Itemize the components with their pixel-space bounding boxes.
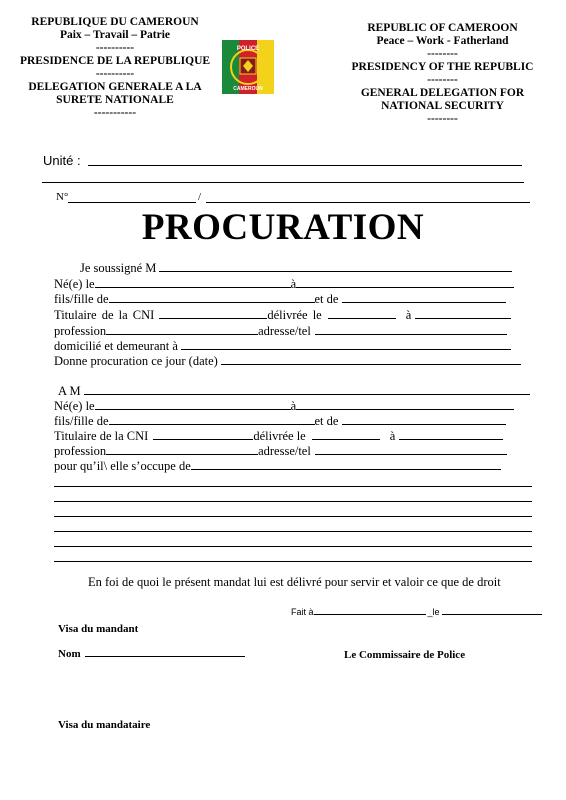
header-right-delegation: GENERAL DELEGATION FOR [360, 87, 525, 99]
nom-row [58, 646, 245, 661]
header-left [10, 16, 220, 120]
commissaire-label: Le Commissaire de Police [344, 649, 466, 661]
numero-label: N° [56, 191, 69, 203]
donne-label: Donne procuration ce jour (date) [54, 354, 218, 368]
header-right-motto: Peace – Work - Fatherland [376, 35, 509, 47]
mandataire-delivree-field[interactable] [312, 428, 380, 440]
mandant-row-donne [54, 353, 521, 368]
mandant-row-ne [54, 276, 514, 291]
fait-a-label: Fait à [291, 607, 314, 617]
header-right-presidency: PRESIDENCY OF THE REPUBLIC [351, 61, 534, 73]
delivree-label: délivrée le [253, 429, 306, 443]
occupe-label: pour qu’il\ elle s’occupe de [54, 459, 191, 473]
police-emblem-icon [220, 38, 276, 96]
mandant-row-profession [54, 323, 507, 338]
soussigne-field[interactable] [159, 260, 512, 272]
le-label: _le [427, 607, 440, 617]
fils-fille-field[interactable] [109, 291, 315, 303]
mandataire-row-am [58, 383, 530, 398]
cni-label: Titulaire de la CNI [54, 308, 155, 322]
mandataire-row-profession [54, 443, 507, 458]
fait-row [291, 605, 542, 619]
ne-a-field[interactable] [296, 276, 514, 288]
profession-label: profession [54, 324, 107, 338]
adresse-label: adresse/tel [258, 324, 311, 338]
unite-label: Unité : [43, 153, 81, 168]
blank-line[interactable] [54, 531, 532, 532]
header-right [335, 22, 550, 126]
fils-fille-label: fils/fille de [54, 292, 109, 306]
en-foi-statement: En foi de quoi le présent mandat lui est délivré pour servir et valoir ce que de droit [88, 575, 501, 589]
blank-line[interactable] [54, 501, 532, 502]
header-left-presidency: PRESIDENCE DE LA REPUBLIQUE [19, 55, 211, 67]
am-field[interactable] [84, 383, 530, 395]
a-label: à [290, 399, 297, 413]
numero-field-2[interactable] [206, 202, 530, 203]
et-de-label: et de [314, 292, 339, 306]
occupe-field[interactable] [191, 458, 501, 470]
header-left-separator: ---------- [95, 68, 135, 80]
am-label: A M [58, 384, 81, 398]
mandataire-row-fils [54, 413, 506, 428]
nom-label: Nom [58, 648, 81, 660]
mandataire-adresse-field[interactable] [315, 443, 507, 455]
page-title: PROCURATION [141, 207, 425, 248]
fait-a-field[interactable] [314, 605, 426, 615]
fils-fille-label: fils/fille de [54, 414, 109, 428]
mandant-row-cni [54, 307, 511, 322]
numero-field[interactable] [68, 202, 196, 203]
domicilie-field[interactable] [181, 338, 511, 350]
header-right-separator: -------- [427, 74, 458, 86]
mandant-row-domicile [54, 338, 511, 353]
header-left-delegation: DELEGATION GENERALE A LA [28, 81, 202, 93]
header-left-surete: SURETE NATIONALE [56, 94, 174, 106]
header-right-separator: -------- [427, 113, 458, 125]
delivree-field[interactable] [328, 307, 396, 319]
header-left-country: REPUBLIQUE DU CAMEROUN [31, 16, 199, 28]
soussigne-label: Je soussigné M [80, 261, 157, 275]
a2-label: à [389, 429, 396, 443]
a-label: à [290, 277, 297, 291]
blank-line[interactable] [54, 561, 532, 562]
profession-field[interactable] [106, 323, 258, 335]
svg-text:POLICE: POLICE [236, 46, 260, 52]
header-left-separator: ----------- [93, 107, 137, 119]
mandataire-et-de-field[interactable] [342, 413, 506, 425]
mandataire-ne-le-field[interactable] [95, 398, 291, 410]
mandant-row-fils [54, 291, 506, 306]
mandant-row-soussigne [80, 260, 512, 275]
mandataire-row-occupe [54, 458, 501, 473]
mandataire-ne-a-field[interactable] [296, 398, 514, 410]
et-de-field[interactable] [342, 291, 506, 303]
blank-line[interactable] [54, 486, 532, 487]
cni-field[interactable] [159, 307, 267, 319]
mandataire-cni-field[interactable] [153, 428, 253, 440]
domicilie-label: domicilié et demeurant à [54, 339, 178, 353]
ne-le-label: Né(e) le [54, 277, 95, 291]
visa-mandataire-label: Visa du mandataire [58, 719, 151, 731]
delivree-a-field[interactable] [415, 307, 511, 319]
header-right-security: NATIONAL SECURITY [381, 100, 504, 112]
a2-label: à [405, 308, 412, 322]
header-left-motto: Paix – Travail – Patrie [59, 29, 171, 41]
header-left-separator: ---------- [95, 42, 135, 54]
mandataire-row-ne [54, 398, 514, 413]
ne-le-field[interactable] [95, 276, 291, 288]
adresse-field[interactable] [315, 323, 507, 335]
mandataire-fils-fille-field[interactable] [109, 413, 315, 425]
header-right-country: REPUBLIC OF CAMEROON [367, 22, 518, 34]
mandataire-delivree-a-field[interactable] [399, 428, 503, 440]
mandataire-row-cni [54, 428, 503, 443]
ne-le-label: Né(e) le [54, 399, 95, 413]
unite-field[interactable] [88, 165, 522, 166]
numero-slash: / [198, 191, 202, 203]
visa-mandant-label: Visa du mandant [58, 623, 139, 635]
mandataire-profession-field[interactable] [106, 443, 258, 455]
donne-date-field[interactable] [221, 353, 521, 365]
unite-field-line2[interactable] [42, 182, 524, 183]
fait-le-field[interactable] [442, 605, 542, 615]
adresse-label: adresse/tel [258, 444, 311, 458]
et-de-label: et de [314, 414, 339, 428]
nom-field[interactable] [85, 646, 245, 657]
svg-text:CAMEROUN: CAMEROUN [233, 86, 263, 92]
header-right-separator: -------- [427, 48, 458, 60]
blank-line[interactable] [54, 546, 532, 547]
delivree-label: délivrée le [267, 308, 322, 322]
profession-label: profession [54, 444, 107, 458]
cni-label: Titulaire de la CNI [54, 429, 149, 443]
blank-line[interactable] [54, 516, 532, 517]
